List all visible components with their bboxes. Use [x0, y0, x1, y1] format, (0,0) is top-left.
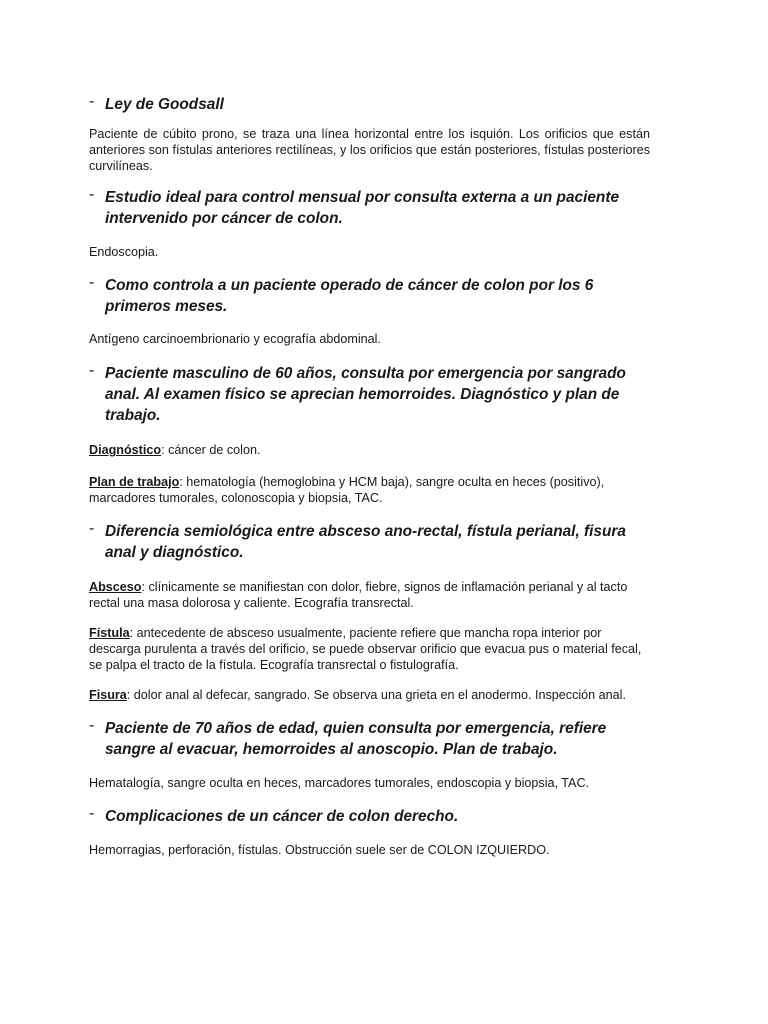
question-heading: - Complicaciones de un cáncer de colon derecho.	[89, 805, 459, 825]
document-page	[89, 86, 650, 858]
bullet-dash: -	[89, 274, 95, 291]
answer-label: Absceso	[89, 580, 142, 594]
bullet-dash: -	[89, 805, 95, 822]
bullet-dash: -	[89, 717, 95, 734]
answer-paragraph: Antígeno carcinoembrionario y ecografía abdominal.	[89, 332, 381, 346]
question-heading: - Paciente de 70 años de edad, quien consulta por emergencia, refiere sangre al evacuar, hemorroides al anoscopio. Plan de trabajo.	[89, 717, 607, 758]
bullet-dash: -	[89, 93, 95, 110]
question-heading: - Estudio ideal para control mensual por consulta externa a un paciente intervenido por cáncer de colon.	[89, 186, 620, 227]
question-heading: - Ley de Goodsall	[89, 93, 224, 113]
answer-paragraph: Fisura: dolor anal al defecar, sangrado. Se observa una grieta en el anodermo. Inspección anal.	[89, 688, 626, 702]
question-heading: - Paciente masculino de 60 años, consulta por emergencia por sangrado anal. Al examen físico se aprecian hemorroides. Diagnóstico y plan de trabajo.	[89, 362, 626, 424]
answer-label: Fístula	[89, 626, 130, 640]
bullet-dash: -	[89, 520, 95, 537]
answer-paragraph: Plan de trabajo: hematología (hemoglobina y HCM baja), sangre oculta en heces (positivo), marcadores tumorales, colonoscopia y biopsia, TAC.	[89, 475, 605, 505]
bullet-dash: -	[89, 362, 95, 379]
answer-label: Diagnóstico	[89, 443, 162, 457]
answer-paragraph: Hematalogía, sangre oculta en heces, marcadores tumorales, endoscopia y biopsia, TAC.	[89, 776, 590, 790]
answer-paragraph: Absceso: clínicamente se manifiestan con dolor, fiebre, signos de inflamación perianal y al tacto rectal una masa dolorosa y caliente. Ecografía transrectal.	[89, 580, 628, 610]
answer-paragraph: Diagnóstico: cáncer de colon.	[89, 443, 261, 457]
answer-paragraph: Fístula: antecedente de absceso usualmente, paciente refiere que mancha ropa interior por descarga purulenta a través del orificio, se puede observar orificio que evacua pus o material fecal, se palpa el tracto de la fístula. Ecografía transrectal o fistulografía.	[89, 626, 642, 672]
question-heading: - Como controla a un paciente operado de cáncer de colon por los 6 primeros meses.	[89, 274, 594, 315]
question-heading: - Diferencia semiológica entre absceso ano-rectal, fístula perianal, fisura anal y diagnóstico.	[89, 520, 626, 561]
answer-paragraph: Hemorragias, perforación, fístulas. Obstrucción suele ser de COLON IZQUIERDO.	[89, 843, 550, 857]
answer-paragraph: Paciente de cúbito prono, se traza una línea horizontal entre los isquión. Los orificios que están anteriores son fístulas anteriores rectilíneas, y los orificios que están posteriores, fístulas posteriores curvilíneas.	[89, 127, 650, 173]
bullet-dash: -	[89, 186, 95, 203]
answer-paragraph: Endoscopia.	[89, 245, 159, 259]
answer-label: Plan de trabajo	[89, 475, 180, 489]
answer-label: Fisura	[89, 688, 127, 702]
